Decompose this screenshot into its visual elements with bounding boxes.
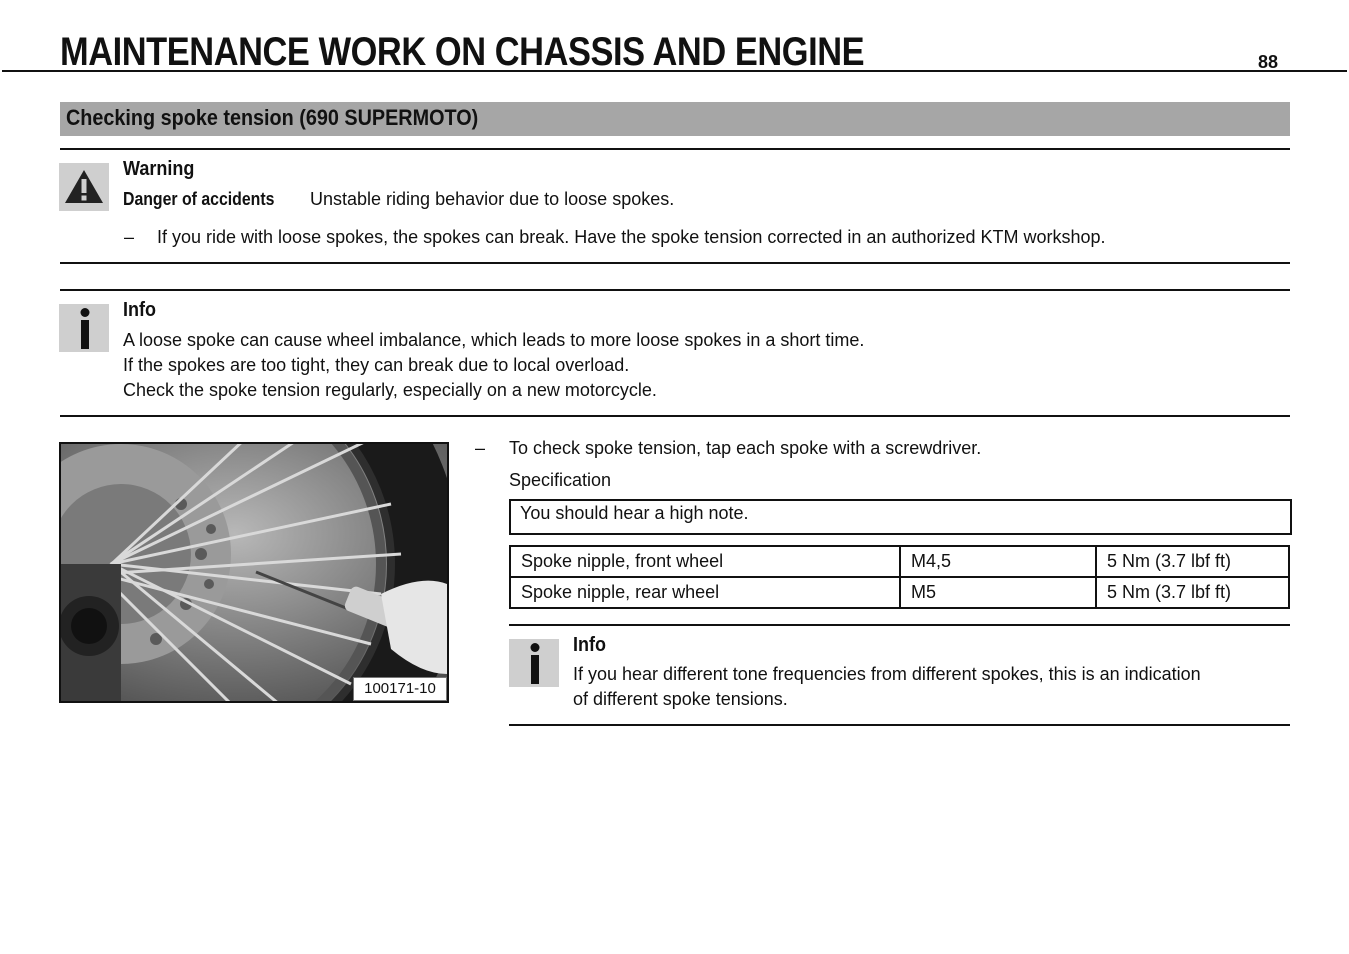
info-icon xyxy=(509,639,559,687)
wheel-spoke-photo xyxy=(59,442,449,703)
warning-title: Warning xyxy=(123,158,195,180)
info2-line: of different spoke tensions. xyxy=(573,689,788,709)
section-title: Checking spoke tension (690 SUPERMOTO) xyxy=(66,105,479,130)
table-row xyxy=(510,577,1289,608)
warning-bullet-text: If you ride with loose spokes, the spokes can break. Have the spoke tension corrected in an authorized KTM workshop. xyxy=(157,227,1106,247)
step-text: To check spoke tension, tap each spoke with a screwdriver. xyxy=(509,438,982,458)
danger-label: Danger of accidents xyxy=(123,189,275,209)
info1-title: Info xyxy=(123,299,156,321)
table-cell: 5 Nm (3.7 lbf ft) xyxy=(1096,546,1289,577)
warning-bullet-marker: – xyxy=(124,227,135,247)
info1-bottom-rule xyxy=(60,415,1290,417)
info-icon xyxy=(59,304,109,352)
spec-label: Specification xyxy=(509,470,612,490)
warning-top-rule xyxy=(60,148,1290,150)
danger-text: Unstable riding behavior due to loose spokes. xyxy=(310,189,675,209)
info2-line: If you hear different tone frequencies from different spokes, this is an indication xyxy=(573,664,1201,684)
info2-title: Info xyxy=(573,634,606,656)
table-cell: Spoke nipple, rear wheel xyxy=(510,577,900,608)
figure-caption: 100171-10 xyxy=(353,677,447,701)
spec-value: You should hear a high note. xyxy=(520,503,749,523)
table-cell: 5 Nm (3.7 lbf ft) xyxy=(1096,577,1289,608)
table-cell: Spoke nipple, front wheel xyxy=(510,546,900,577)
warning-bottom-rule xyxy=(60,262,1290,264)
page-number: 88 xyxy=(1257,52,1278,72)
info2-bottom-rule xyxy=(509,724,1290,726)
table-row xyxy=(510,546,1289,577)
info2-top-rule xyxy=(509,624,1290,626)
info1-line: A loose spoke can cause wheel imbalance, which leads to more loose spokes in a short time. xyxy=(123,330,865,350)
info1-line: Check the spoke tension regularly, especially on a new motorcycle. xyxy=(123,380,657,400)
page-title: MAINTENANCE WORK ON CHASSIS AND ENGINE xyxy=(60,30,865,74)
table-cell: M5 xyxy=(900,577,1096,608)
info1-top-rule xyxy=(60,289,1290,291)
table-cell: M4,5 xyxy=(900,546,1096,577)
warning-triangle-icon xyxy=(59,163,109,211)
info1-line: If the spokes are too tight, they can break due to local overload. xyxy=(123,355,630,375)
title-rule xyxy=(2,70,1347,72)
torque-table xyxy=(509,545,1290,609)
step-marker: – xyxy=(475,438,486,458)
